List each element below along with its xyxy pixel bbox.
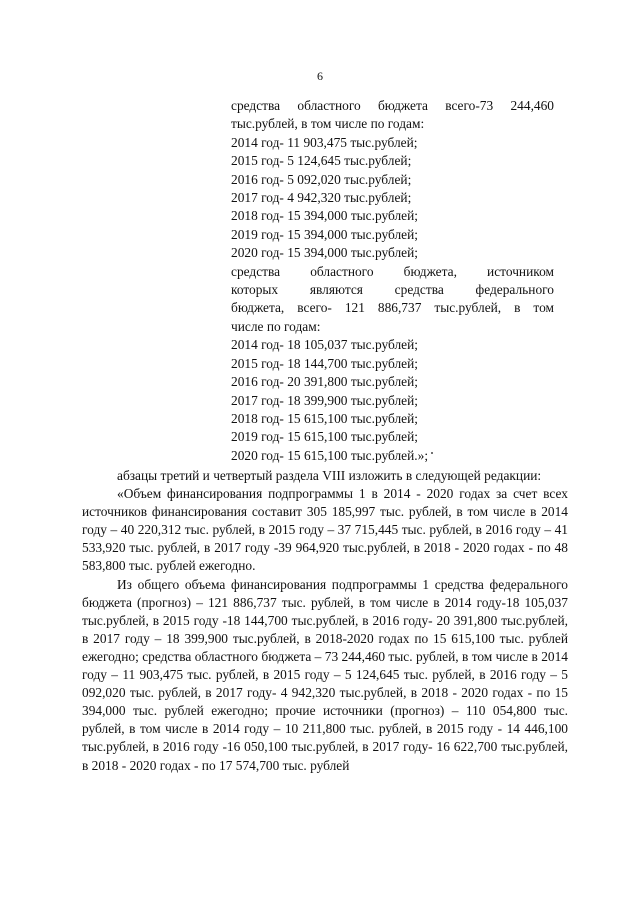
regional-year-2015: 2015 год- 5 124,645 тыс.рублей; [231, 153, 412, 169]
federal-year-2014: 2014 год- 18 105,037 тыс.рублей; [231, 337, 418, 353]
regional-budget-line-1: средства областного бюджета всего-73 244,460 [231, 98, 554, 113]
regional-year-2017: 2017 год- 4 942,320 тыс.рублей; [231, 190, 412, 206]
federal-budget-line-1: средства областного бюджета, источником [231, 263, 554, 279]
federal-year-2015: 2015 год- 18 144,700 тыс.рублей; [231, 355, 418, 371]
regional-budget-line-2: тыс.рублей, в том числе по годам: [231, 116, 425, 132]
federal-year-2018: 2018 год- 15 615,100 тыс.рублей; [231, 410, 418, 426]
regional-year-2014: 2014 год- 11 903,475 тыс.рублей; [231, 134, 418, 150]
regional-year-2019: 2019 год- 15 394,000 тыс.рублей; [231, 226, 418, 242]
quoted-funding-block [231, 97, 554, 465]
federal-budget-line-3: бюджета, всего- 121 886,737 тыс.рублей, в том [231, 300, 554, 316]
amendment-intro: абзацы третий и четвертый раздела VIII изложить в следующей редакции: [117, 468, 542, 483]
amendment-paragraph-2: Из общего объема финансирования подпрограммы 1 средства федерального бюджета (прогноз) – 121 886,737 тыс. рублей, в том числе в 2014 году-18 105,037 тыс.рублей, в 2015 году -18 144,700 тыс.рублей, в 2016 году- 20 391,800 тыс.рублей, в 2017 году – 18 399,900 тыс.рублей, в 2018-2020 годах по 15 615,100 тыс. рублей ежегодно; средства областного бюджета – 73 244,460 тыс. рублей, в том числе в 2014 году – 11 903,475 тыс. рублей, в 2015 году – 5 124,645 тыс. рублей, в 2016 году – 5 092,020 тыс. рублей, в 2017 году- 4 942,320 тыс.рублей, в 2018 - 2020 годах - по 15 394,000 тыс. рублей ежегодно; прочие источники (прогноз) – 110 054,800 тыс. рублей, в том числе в 2014 году – 10 211,800 тыс. рублей, в 2015 году - 14 446,100 тыс.рублей, в 2016 году -16 050,100 тыс.рублей, в 2017 году- 16 622,700 тыс.рублей, в 2018 - 2020 годах - по 17 574,700 тыс. рублей [82, 576, 568, 773]
regional-year-2016: 2016 год- 5 092,020 тыс.рублей; [231, 171, 412, 187]
amendment-paragraph-1: «Объем финансирования подпрограммы 1 в 2014 - 2020 годах за счет всех источников финансирования составит 305 185,997 тыс. рублей, в том числе в 2014 году – 40 220,312 тыс. рублей, в 2015 году – 37 715,445 тыс. рублей, в 2016 году – 41 533,920 тыс. рублей, в 2017 году -39 964,920 тыс.рублей, в 2018 - 2020 годах - по 48 583,800 тыс. рублей ежегодно. [82, 486, 568, 574]
federal-budget-line-4: числе по годам: [231, 318, 321, 334]
page-number: 6 [317, 69, 323, 83]
amendment-section [82, 467, 568, 775]
federal-year-2020: 2020 год- 15 615,100 тыс.рублей.»; [231, 447, 429, 463]
regional-year-2020: 2020 год- 15 394,000 тыс.рублей; [231, 245, 418, 261]
stray-dot [431, 452, 433, 454]
regional-year-2018: 2018 год- 15 394,000 тыс.рублей; [231, 208, 418, 224]
federal-year-2017: 2017 год- 18 399,900 тыс.рублей; [231, 392, 418, 408]
federal-budget-line-2: которых являются средства федерального [231, 282, 554, 298]
federal-year-2016: 2016 год- 20 391,800 тыс.рублей; [231, 374, 418, 390]
federal-year-2019: 2019 год- 15 615,100 тыс.рублей; [231, 429, 418, 445]
